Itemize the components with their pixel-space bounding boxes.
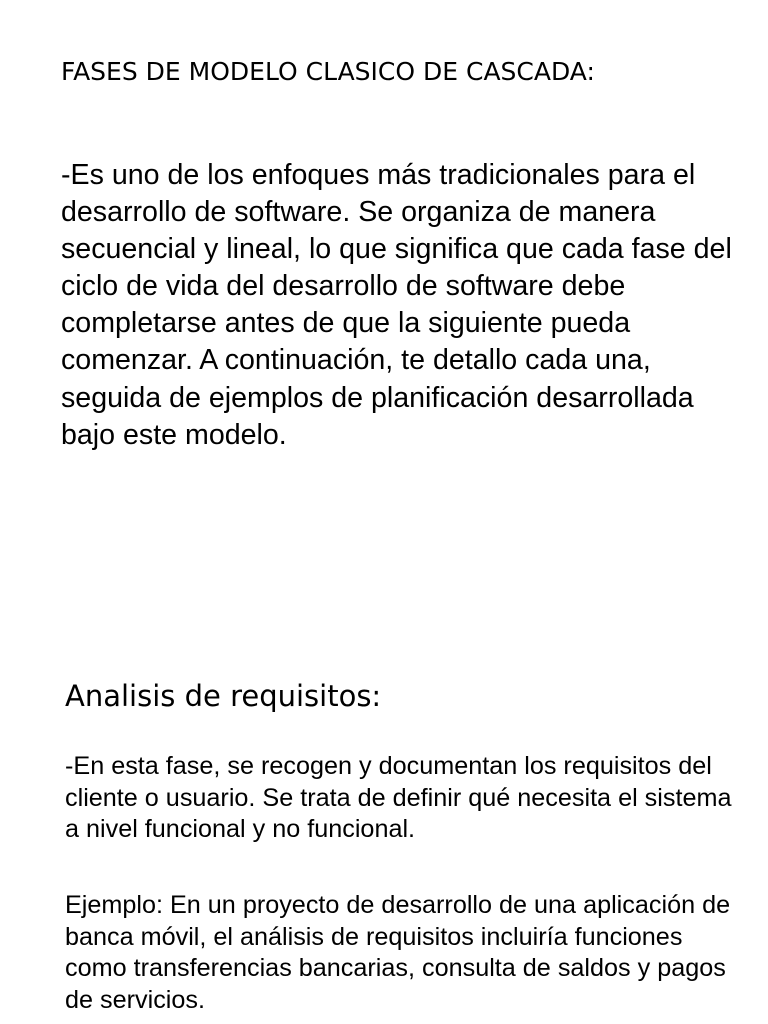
section-heading: Analisis de requisitos: [65, 679, 382, 713]
section-paragraph-description: -En esta fase, se recogen y documentan los requisitos del cliente o usuario. Se trata de definir qué necesita el sistema a nivel funcional y no funcional. [65, 752, 732, 844]
section-paragraph-example: Ejemplo: En un proyecto de desarrollo de una aplicación de banca móvil, el análisis de requisitos incluiría funciones como transferencias bancarias, consulta de saldos y pagos de servicios. [65, 891, 731, 1014]
intro-paragraph: -Es uno de los enfoques más tradicionales para el desarrollo de software. Se organiza de manera secuencial y lineal, lo que significa que cada fase del ciclo de vida del desarrollo de software debe completarse antes de que la siguiente pueda comenzar. A continuación, te detallo cada una, seguida de ejemplos de planificación desarrollada bajo este modelo. [61, 159, 732, 451]
page-title: FASES DE MODELO CLASICO DE CASCADA: [61, 57, 595, 86]
